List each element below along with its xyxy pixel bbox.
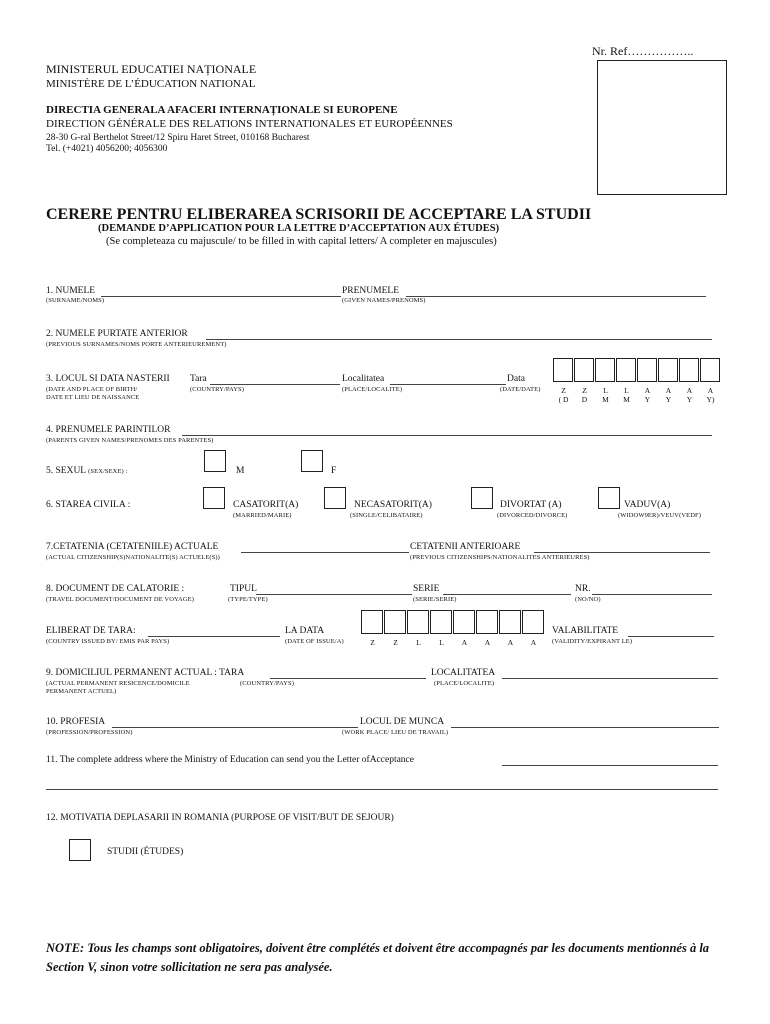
workplace-field[interactable] <box>451 727 719 728</box>
previous-citizenship-field[interactable] <box>534 552 710 553</box>
date-format-char: Y <box>686 395 693 404</box>
date-format-char: L <box>439 638 444 647</box>
married-sublabel: (MARRIED/MARIE) <box>233 512 292 519</box>
birth-country-field[interactable] <box>210 384 340 385</box>
issue-date-box[interactable] <box>453 610 475 634</box>
parents-names-field[interactable] <box>182 435 712 436</box>
issue-date-box[interactable] <box>499 610 521 634</box>
given-names-label: PRENUMELE <box>342 286 399 296</box>
sex-male-label: M <box>236 466 245 476</box>
validity-label: VALABILITATE <box>552 626 619 636</box>
birth-date-format-top <box>553 386 721 395</box>
birth-place-field[interactable] <box>390 384 506 385</box>
birth-date-sublabel: (DATE/DATE) <box>500 386 541 393</box>
birth-label: 3. LOCUL SI DATA NASTERII <box>46 374 170 384</box>
form-title: CERERE PENTRU ELIBERAREA SCRISORII DE ACCEPTARE LA STUDII <box>46 206 592 223</box>
ministry-ro: MINISTERUL EDUCATIEI NAȚIONALE <box>46 62 257 76</box>
date-format-char: A <box>461 638 468 647</box>
doc-series-sublabel: (SERIE/SERIE) <box>413 596 457 603</box>
ministry-fr: MINISTÈRE DE L’ÉDUCATION NATIONAL <box>46 78 256 90</box>
doc-series-field[interactable] <box>443 594 571 595</box>
birth-date-box[interactable] <box>595 358 615 382</box>
profession-label: 10. PROFESIA <box>46 717 106 727</box>
issue-date-box[interactable] <box>430 610 452 634</box>
birth-date-box[interactable] <box>658 358 678 382</box>
sex-male-checkbox[interactable] <box>204 450 226 472</box>
parents-names-label: 4. PRENUMELE PARINTILOR <box>46 425 171 435</box>
citizenship-field[interactable] <box>241 552 409 553</box>
photo-box[interactable] <box>597 60 727 195</box>
given-names-sublabel: (GIVEN NAMES/PRENOMS) <box>342 297 426 304</box>
surname-label: 1. NUMELE <box>46 286 96 296</box>
widowed-checkbox[interactable] <box>598 487 620 509</box>
residence-country-sublabel: (COUNTRY/PAYS) <box>240 680 295 687</box>
date-format-char: A <box>665 386 672 395</box>
surname-sublabel: (SURNAME/NOMS) <box>46 297 105 304</box>
purpose-label: 12. MOTIVATIA DEPLASARII IN ROMANIA (PURPOSE OF VISIT/BUT DE SEJOUR) <box>46 813 394 823</box>
birth-sublabel-1: (DATE AND PLACE OF BIRTH/ <box>46 386 138 393</box>
doc-type-sublabel: (TYPE/TYPE) <box>228 596 268 603</box>
birth-date-box[interactable] <box>700 358 720 382</box>
travel-document-label: 8. DOCUMENT DE CALATORIE : <box>46 584 185 594</box>
citizenship-sublabel: (ACTUAL CITIZENSHIP(S)NATIONALITE(S) ACTUELE(S)) <box>46 554 220 561</box>
address-field-line-2[interactable] <box>46 789 718 790</box>
fill-instruction: (Se completeaza cu majuscule/ to be filled in with capital letters/ A completer en majuscules) <box>106 236 497 247</box>
divorced-sublabel: (DIVORCED/DIVORCE) <box>497 512 568 519</box>
birth-date-label: Data <box>507 374 525 384</box>
date-format-char: A <box>686 386 693 395</box>
previous-surnames-field[interactable] <box>206 339 712 340</box>
previous-citizenship-sublabel: (PREVIOUS CITIZENSHIPS/NATIONALITES ANTERIEURES) <box>410 554 590 561</box>
date-format-char: A <box>530 638 537 647</box>
address: 28-30 G-ral Berthelot Street/12 Spiru Haret Street, 010168 Bucharest <box>46 133 310 143</box>
residence-place-sublabel: (PLACE/LOCALITE) <box>434 680 495 687</box>
date-format-char: Y <box>644 395 651 404</box>
birth-country-sublabel: (COUNTRY/PAYS) <box>190 386 245 393</box>
directorate-ro: DIRECTIA GENERALA AFACERI INTERNAȚIONALE SI EUROPENE <box>46 104 398 116</box>
birth-date-box[interactable] <box>616 358 636 382</box>
birth-date-format-bottom <box>553 395 721 404</box>
birth-country-label: Tara <box>190 374 207 384</box>
sex-female-checkbox[interactable] <box>301 450 323 472</box>
date-format-char: Z <box>393 638 398 647</box>
parents-names-sublabel: (PARENTS GIVEN NAMES/PRENOMES DES PARENTES) <box>46 437 214 444</box>
residence-sublabel-1: (ACTUAL PERMANENT RESICENCE/DOMICILE <box>46 680 190 687</box>
workplace-label: LOCUL DE MUNCA <box>360 717 445 727</box>
doc-type-field[interactable] <box>256 594 412 595</box>
residence-place-label: LOCALITATEA <box>431 668 496 678</box>
ref-number-label: Nr. Ref…………….. <box>592 44 694 58</box>
workplace-sublabel: (WORK PLACE/ LIEU DE TRAVAIL) <box>342 729 449 736</box>
issue-date-format <box>361 638 545 647</box>
single-label: NECASATORIT(A) <box>354 500 432 510</box>
residence-place-field[interactable] <box>502 678 718 679</box>
doc-number-sublabel: (NO/NO) <box>575 596 601 603</box>
travel-document-sublabel: (TRAVEL DOCUMENT/DOCUMENT DE VOYAGE) <box>46 596 194 603</box>
profession-field[interactable] <box>112 727 358 728</box>
date-format-char: Z <box>561 386 566 395</box>
date-format-char: L <box>624 386 629 395</box>
issuing-country-sublabel: (COUNTRY ISSUED BY/ EMIS PAR PAYS) <box>46 638 170 645</box>
issuing-country-field[interactable] <box>148 636 280 637</box>
previous-surnames-label: 2. NUMELE PURTATE ANTERIOR <box>46 329 188 339</box>
single-checkbox[interactable] <box>324 487 346 509</box>
issue-date-label: LA DATA <box>285 626 325 636</box>
date-format-char: ( D <box>558 395 569 404</box>
birth-date-boxes <box>553 358 720 382</box>
address-question-label: 11. The complete address where the Ministry of Education can send you the Letter ofAcceptance <box>46 755 414 765</box>
date-format-char: Z <box>370 638 375 647</box>
validity-sublabel: (VALIDITY/EXPIRANT LE) <box>552 638 633 645</box>
doc-number-field[interactable] <box>592 594 712 595</box>
divorced-label: DIVORTAT (A) <box>500 500 562 510</box>
married-label: CASATORIT(A) <box>233 500 299 510</box>
widowed-label: VADUV(A) <box>624 500 671 510</box>
surname-field[interactable] <box>101 296 341 297</box>
given-names-field[interactable] <box>406 296 706 297</box>
date-format-char: Z <box>582 386 587 395</box>
previous-citizenship-label: CETATENII ANTERIOARE <box>410 542 521 552</box>
date-format-char: L <box>603 386 608 395</box>
phone: Tel. (+4021) 4056200; 4056300 <box>46 144 168 154</box>
issuing-country-label: ELIBERAT DE TARA: <box>46 626 136 636</box>
date-format-char: A <box>644 386 651 395</box>
citizenship-label: 7.CETATENIA (CETATENIILE) ACTUALE <box>46 542 219 552</box>
doc-series-label: SERIE <box>413 584 440 594</box>
doc-number-label: NR. <box>575 584 591 594</box>
issue-date-box[interactable] <box>361 610 383 634</box>
directorate-fr: DIRECTION GÉNÉRALE DES RELATIONS INTERNATIONALES ET EUROPÉENNES <box>46 118 453 130</box>
date-format-char: L <box>416 638 421 647</box>
studies-label: STUDII (ÉTUDES) <box>107 847 184 857</box>
date-format-char: A <box>707 386 714 395</box>
date-format-char: A <box>507 638 514 647</box>
sex-label: 5. SEXUL (SEX/SEXE) : <box>46 466 128 476</box>
date-format-char: Y) <box>706 395 715 404</box>
date-format-char: Y <box>665 395 672 404</box>
birth-date-box[interactable] <box>574 358 594 382</box>
divorced-checkbox[interactable] <box>471 487 493 509</box>
doc-type-label: TIPUL <box>230 584 257 594</box>
date-format-char: M <box>602 395 609 404</box>
widowed-sublabel: (WIDOW9ER)/VEUV(VEDF) <box>618 512 701 519</box>
sex-female-label: F <box>331 466 337 476</box>
previous-surnames-sublabel: (PREVIOUS SURNAMES/NOMS PORTE ANTERIEUREMENT) <box>46 341 227 348</box>
married-checkbox[interactable] <box>203 487 225 509</box>
civil-status-label: 6. STAREA CIVILA : <box>46 500 131 510</box>
issue-date-box[interactable] <box>522 610 544 634</box>
validity-field[interactable] <box>628 636 714 637</box>
birth-place-label: Localitatea <box>342 374 385 384</box>
profession-sublabel: (PROFESSION/PROFESSION) <box>46 729 133 736</box>
single-sublabel: (SINGLE/CELIBATAIRE) <box>350 512 423 519</box>
date-format-char: A <box>484 638 491 647</box>
issue-date-box[interactable] <box>384 610 406 634</box>
birth-date-box[interactable] <box>637 358 657 382</box>
form-subtitle: (DEMANDE D’APPLICATION POUR LA LETTRE D’ACCEPTATION AUX ÉTUDES) <box>98 223 500 234</box>
residence-label: 9. DOMICILIUL PERMANENT ACTUAL : TARA <box>46 668 245 678</box>
birth-sublabel-2: DATE ET LIEU DE NAISSANCE <box>46 394 140 401</box>
issue-date-sublabel: (DATE OF ISSUE/A) <box>285 638 344 645</box>
issue-date-box[interactable] <box>407 610 429 634</box>
date-format-char: D <box>581 395 588 404</box>
date-format-char: M <box>623 395 630 404</box>
issue-date-boxes <box>361 610 544 634</box>
note-text: NOTE: Tous les champs sont obligatoires, doivent être complétés et doivent être accompagnés par les documents mentionnés à la Section V, sinon votre sollicitation ne sera pas analysée. <box>46 941 710 974</box>
residence-sublabel-2: PERMANENT ACTUEL) <box>46 688 117 695</box>
address-field-line-1[interactable] <box>502 765 718 766</box>
birth-place-sublabel: (PLACE/LOCALITE) <box>342 386 403 393</box>
studies-checkbox[interactable] <box>69 839 91 861</box>
birth-date-box[interactable] <box>553 358 573 382</box>
residence-country-field[interactable] <box>270 678 426 679</box>
issue-date-box[interactable] <box>476 610 498 634</box>
birth-date-box[interactable] <box>679 358 699 382</box>
